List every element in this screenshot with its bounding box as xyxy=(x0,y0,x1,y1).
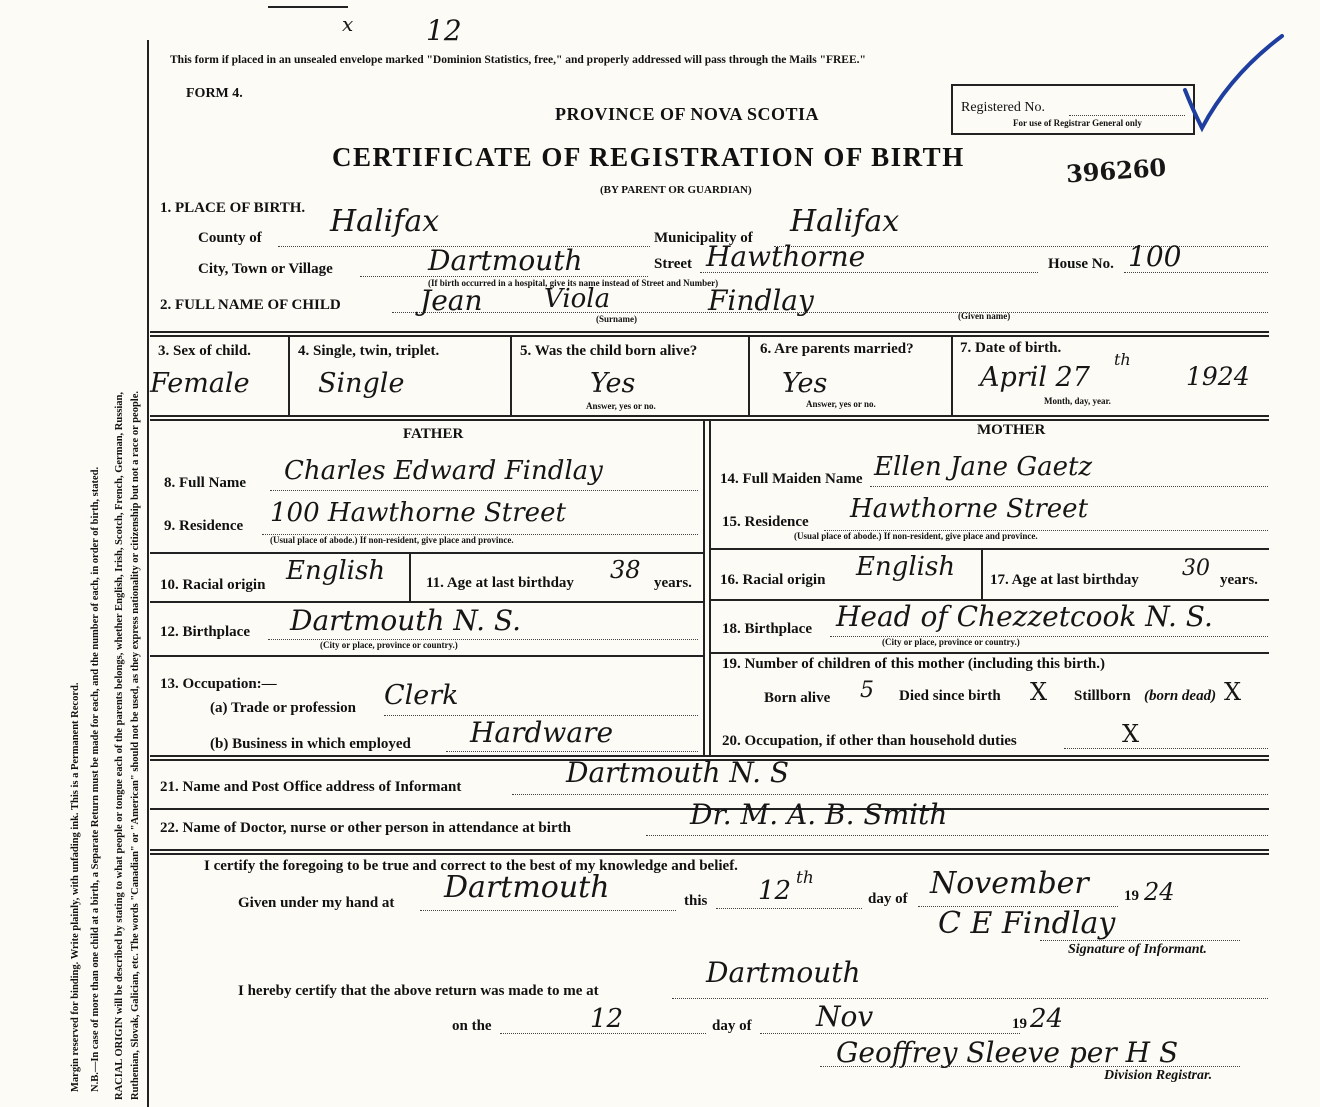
on-the-label: on the xyxy=(452,1018,492,1034)
father-occupation-label: 13. Occupation:— xyxy=(160,676,277,692)
trade-label: (a) Trade or profession xyxy=(210,700,356,716)
mother-residence: Hawthorne Street xyxy=(850,494,1089,524)
dob-suffix: th xyxy=(1114,350,1131,369)
registrar-year-suffix: 24 xyxy=(1030,1004,1064,1034)
municipality-value: Halifax xyxy=(790,204,900,239)
given-under-label: Given under my hand at xyxy=(238,895,395,911)
certificate-title: CERTIFICATE OF REGISTRATION OF BIRTH xyxy=(332,142,965,172)
given-year-suffix: 24 xyxy=(1144,878,1175,906)
form-number: FORM 4. xyxy=(186,86,243,101)
surname-caption: (Surname) xyxy=(596,314,637,324)
county-label: County of xyxy=(198,230,262,246)
father-years-label: years. xyxy=(654,575,692,591)
this-label: this xyxy=(684,893,708,909)
stillborn-caption: (born dead) xyxy=(1144,688,1217,704)
married-label: 6. Are parents married? xyxy=(760,341,914,357)
dob-caption: Month, day, year. xyxy=(1044,396,1111,406)
checkmark-icon xyxy=(1160,30,1290,150)
margin-note-1: Margin reserved for binding. Write plainly, with unfading ink. This is a Permanent Record. xyxy=(70,682,81,1092)
place-section-label: 1. PLACE OF BIRTH. xyxy=(160,200,306,216)
street-label: Street xyxy=(654,256,693,272)
father-residence-label: 9. Residence xyxy=(164,518,244,534)
mother-occupation: X xyxy=(1122,720,1140,748)
mother-racial: English xyxy=(856,552,956,582)
dob-month-day: April 27 xyxy=(980,362,1090,393)
house-value: 100 xyxy=(1128,240,1182,273)
county-value: Halifax xyxy=(330,204,440,239)
registrar-day: 12 xyxy=(590,1004,624,1034)
mother-birthplace-label: 18. Birthplace xyxy=(722,621,812,637)
city-label: City, Town or Village xyxy=(198,261,333,277)
died-since-birth-value: X xyxy=(1030,678,1048,706)
margin-note-3: RACIAL ORIGIN will be described by stating to what people or tongue each of the parents belongs, whether English, Irish, Scotch, French, German, Russian, xyxy=(114,391,125,1100)
mother-name: Ellen Jane Gaetz xyxy=(874,452,1093,482)
child-name-label: 2. FULL NAME OF CHILD xyxy=(160,297,341,313)
municipality-label: Municipality of xyxy=(654,230,753,246)
father-age-label: 11. Age at last birthday xyxy=(426,575,574,591)
registrar-place: Dartmouth xyxy=(706,956,861,989)
registrar-day-of-label: day of xyxy=(712,1018,752,1034)
form-left-border xyxy=(147,40,149,1107)
given-year-prefix: 19 xyxy=(1124,888,1139,904)
struck-annotation xyxy=(268,0,348,8)
father-birthplace: Dartmouth N. S. xyxy=(290,604,521,637)
born-alive-label: 5. Was the child born alive? xyxy=(520,343,698,359)
registered-label: Registered No. xyxy=(961,100,1045,115)
mother-name-label: 14. Full Maiden Name xyxy=(720,471,863,487)
father-residence: 100 Hawthorne Street xyxy=(270,498,566,528)
given-name-caption: (Given name) xyxy=(958,311,1011,321)
registrar-year-prefix: 19 xyxy=(1012,1016,1027,1032)
father-name-label: 8. Full Name xyxy=(164,475,247,491)
stillborn-label: Stillborn xyxy=(1074,688,1131,704)
certify-statement: I certify the foregoing to be true and correct to the best of my knowledge and belief. xyxy=(204,858,738,874)
informant-signature: C E Findlay xyxy=(938,906,1116,941)
registrar-statement: I hereby certify that the above return was made to me at xyxy=(238,983,599,999)
mother-heading: MOTHER xyxy=(977,422,1046,438)
born-alive-count-label: Born alive xyxy=(764,690,831,706)
twelve-annotation: 12 xyxy=(426,14,462,47)
given-day: 12 xyxy=(758,876,792,906)
father-birthplace-caption: (City or place, province or country.) xyxy=(320,640,458,650)
trade-value: Clerk xyxy=(384,680,459,711)
dob-year: 1924 xyxy=(1186,362,1250,391)
business-value: Hardware xyxy=(470,716,614,749)
dob-label: 7. Date of birth. xyxy=(960,340,1062,356)
doctor-value: Dr. M. A. B. Smith xyxy=(690,798,948,831)
sex-label: 3. Sex of child. xyxy=(158,343,251,359)
born-alive-count: 5 xyxy=(860,678,874,703)
given-month: November xyxy=(930,866,1089,901)
sex-value: Female xyxy=(150,368,250,399)
plurality-label: 4. Single, twin, triplet. xyxy=(298,343,440,359)
street-value: Hawthorne xyxy=(706,240,866,273)
mother-birthplace: Head of Chezzetcook N. S. xyxy=(836,600,1213,633)
born-alive-caption: Answer, yes or no. xyxy=(586,401,656,411)
plurality-value: Single xyxy=(318,368,405,399)
given-place: Dartmouth xyxy=(444,870,610,905)
margin-note-4: Ruthenian, Slovak, Galician, etc. The words "Canadian" or "American" should not be used, as they express nationality or citizenship but not a race or people. xyxy=(130,391,141,1100)
registered-number: 396260 xyxy=(1065,152,1168,189)
married-value: Yes xyxy=(782,368,828,399)
father-age: 38 xyxy=(610,556,641,584)
cross-annotation: x xyxy=(342,12,354,36)
married-caption: Answer, yes or no. xyxy=(806,399,876,409)
city-value: Dartmouth xyxy=(428,244,583,277)
mother-years-label: years. xyxy=(1220,572,1258,588)
informant-signature-label: Signature of Informant. xyxy=(1068,942,1207,957)
informant-label: 21. Name and Post Office address of Informant xyxy=(160,779,462,795)
children-count-label: 19. Number of children of this mother (including this birth.) xyxy=(722,656,1105,672)
registrar-title: Division Registrar. xyxy=(1104,1068,1213,1083)
certificate-subtitle: (BY PARENT OR GUARDIAN) xyxy=(600,184,752,196)
registered-box xyxy=(951,84,1195,135)
informant-value: Dartmouth N. S xyxy=(566,756,790,789)
margin-note-2: N.B.—In case of more than one child at a birth, a Separate Return must be made for each, and the number of each, in order of birth, stated. xyxy=(90,466,101,1092)
house-label: House No. xyxy=(1048,256,1114,272)
child-surname: Findlay xyxy=(708,284,814,317)
mother-racial-label: 16. Racial origin xyxy=(720,572,826,588)
mother-residence-label: 15. Residence xyxy=(722,514,809,530)
mother-birthplace-caption: (City or place, province or country.) xyxy=(882,637,1020,647)
mother-age-label: 17. Age at last birthday xyxy=(990,572,1139,588)
registered-note: For use of Registrar General only xyxy=(1013,118,1142,128)
registrar-month: Nov xyxy=(816,1000,874,1033)
father-birthplace-label: 12. Birthplace xyxy=(160,624,250,640)
postal-notice: This form if placed in an unsealed envelope marked "Dominion Statistics, free," and properly addressed will pass through the Mails "FREE." xyxy=(170,54,866,66)
stillborn-value: X xyxy=(1224,678,1242,706)
father-residence-caption: (Usual place of abode.) If non-resident, give place and province. xyxy=(270,535,514,545)
mother-residence-caption: (Usual place of abode.) If non-resident, give place and province. xyxy=(794,531,1038,541)
registrar-signature: Geoffrey Sleeve per H S xyxy=(836,1036,1179,1069)
child-given-name-1: Jean xyxy=(420,284,483,317)
hospital-note: (If birth occurred in a hospital, give its name instead of Street and Number) xyxy=(428,278,719,288)
province-title: PROVINCE OF NOVA SCOTIA xyxy=(555,104,820,124)
child-given-name-2: Viola xyxy=(544,284,611,314)
mother-age: 30 xyxy=(1182,556,1210,581)
father-racial-label: 10. Racial origin xyxy=(160,577,266,593)
given-day-of-label: day of xyxy=(868,891,908,907)
father-racial: English xyxy=(286,556,386,586)
father-heading: FATHER xyxy=(403,426,464,442)
father-name: Charles Edward Findlay xyxy=(284,456,603,486)
doctor-label: 22. Name of Doctor, nurse or other person in attendance at birth xyxy=(160,820,571,836)
born-alive-value: Yes xyxy=(590,368,636,399)
business-label: (b) Business in which employed xyxy=(210,736,411,752)
mother-occupation-label: 20. Occupation, if other than household duties xyxy=(722,733,1017,749)
given-day-suffix: th xyxy=(796,868,814,888)
died-since-birth-label: Died since birth xyxy=(899,688,1001,704)
